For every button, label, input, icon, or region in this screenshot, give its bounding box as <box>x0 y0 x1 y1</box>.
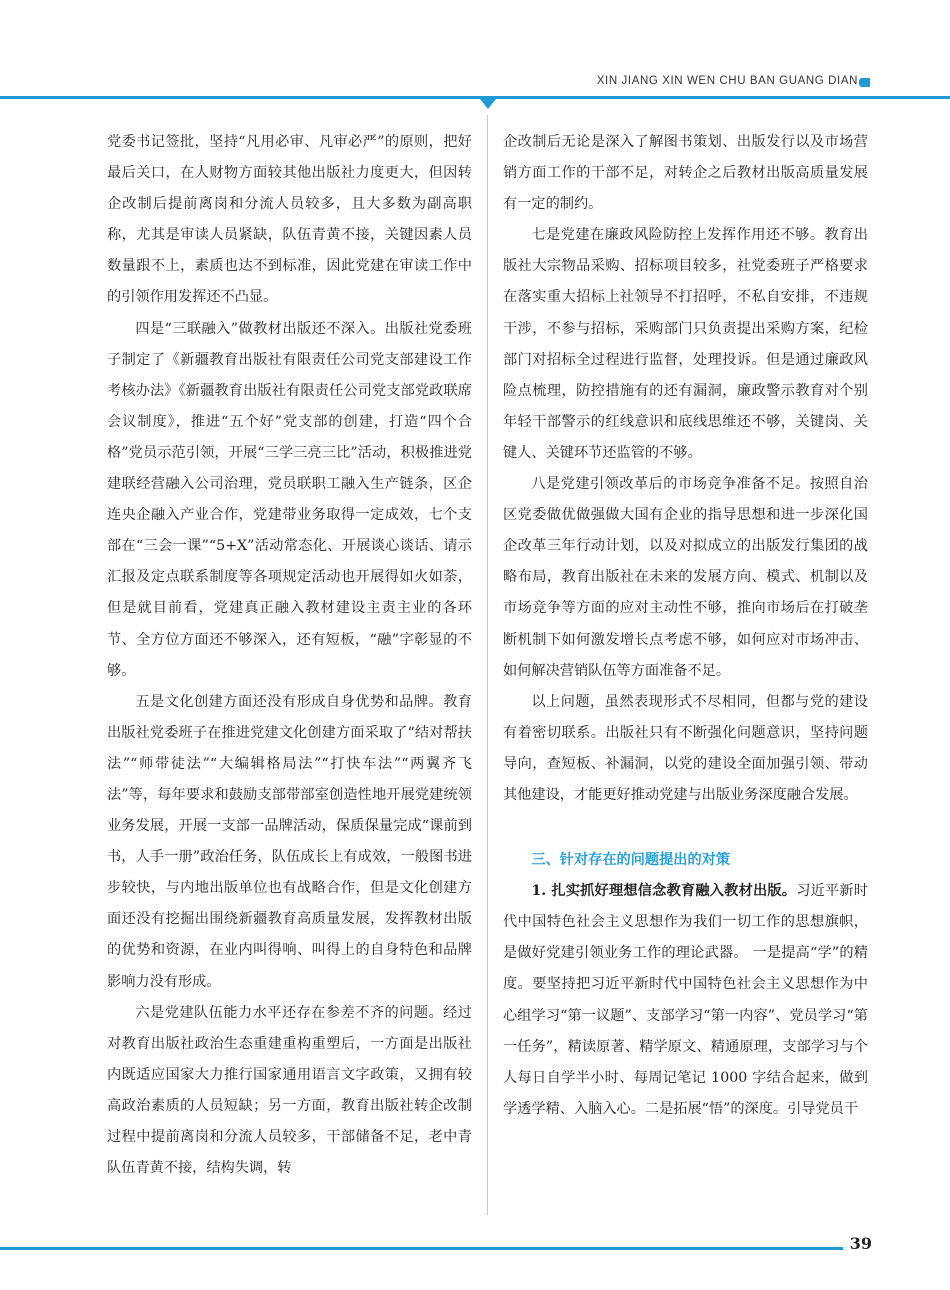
page-number: 39 <box>849 1234 872 1253</box>
paragraph <box>503 876 868 1125</box>
divider-notch <box>480 99 496 109</box>
paragraph: 四是“三联融入”做教材出版还不深入。出版社党委班子制定了《新疆教育出版社有限责任公司党支部建设工作考核办法》《新疆教育出版社有限责任公司党支部党政联席会议制度》，推进“五个好”党支部的创建，打造“四个合格”党员示范引领，开展“三学三亮三比”活动，积极推进党建联经营融入公司治理，党员联职工融入生产链条，区企连央企融入产业合作，党建带业务取得一定成效，七个支部在“三会一课”“5+X”活动常态化、开展谈心谈话、请示汇报及定点联系制度等各项规定活动也开展得如火如荼，但是就目前看，党建真正融入教材建设主责主业的各环节、全方位方面还不够深入，还有短板，“融”字彰显的不够。 <box>107 320 472 679</box>
paragraph: 企改制后无论是深入了解图书策划、出版发行以及市场营销方面工作的干部不足，对转企之后教材出版高质量发展有一定的制约。 <box>503 134 868 213</box>
left-column <box>107 127 472 1184</box>
paragraph: 五是文化创建方面还没有形成自身优势和品牌。教育出版社党委班子在推进党建文化创建方面采取了“结对帮扶法”“师带徒法”“大编辑格局法”“打快车法”“两翼齐飞法”等，每年要求和鼓励支部带部室创造性地开展党建统领业务发展，开展一支部一品牌活动，保质保量完成“课前到书，人手一册”政治任务，队伍成长上有成效，一般图书进步较快，与内地出版单位也有战略合作，但是文化创建方面还没有挖掘出围绕新疆教育高质量发展，发挥教材出版的优势和资源，在业内叫得响、叫得上的自身特色和品牌影响力没有形成。 <box>107 693 472 990</box>
lead-phrase: 1. 扎实抓好理想信念教育融入教材出版。 <box>531 883 797 900</box>
running-title: XIN JIANG XIN WEN CHU BAN GUANG DIAN <box>596 75 858 87</box>
paragraph: 六是党建队伍能力水平还存在参差不齐的问题。经过对教育出版社政治生态重建重构重塑后，一方面是出版社内既适应国家大力推行国家通用语言文字政策，又拥有较高政治素质的人员短缺；另一方面，教育出版社转企改制过程中提前离岗和分流人员较多，干部储备不足，老中青队伍青黄不接，结构失调，转 <box>107 1004 472 1177</box>
bottom-divider <box>0 1247 843 1250</box>
paragraph-body: 习近平新时代中国特色社会主义思想作为我们一切工作的思想旗帜，是做好党建引领业务工作的理论武器。 一是提高“学”的精度。要坚持把习近平新时代中国特色社会主义思想作为中心组学习“第一议题”、支部学习“第一内容”、党员学习“第一任务”，精读原著、精学原文、精通原理，支部学习与个人每日自学半小时、每周记笔记 1000 字结合起来，做到学透学精、入脑入心。二是拓展“悟”的深度。引导党员干 <box>503 883 868 1117</box>
header-tab-marker <box>859 78 870 87</box>
right-column <box>503 127 868 1125</box>
section-heading: 三、针对存在的问题提出的对策 <box>531 852 731 869</box>
paragraph: 以上问题，虽然表现形式不尽相同，但都与党的建设有着密切联系。出版社只有不断强化问题意识，坚持问题导向，查短板、补漏洞，以党的建设全面加强引领、带动其他建设，才能更好推动党建与出版业务深度融合发展。 <box>503 693 868 803</box>
top-divider <box>0 96 950 99</box>
column-divider <box>487 115 488 1215</box>
paragraph: 七是党建在廉政风险防控上发挥作用还不够。教育出版社大宗物品采购、招标项目较多，社党委班子严格要求在落实重大招标上社领导不打招呼，不私自安排，不违规干涉，不参与招标，采购部门只负责提出采购方案，纪检部门对招标全过程进行监督，处理投诉。但是通过廉政风险点梳理，防控措施有的还有漏洞，廉政警示教育对个别年轻干部警示的红线意识和底线思维还不够，关键岗、关键人、关键环节还监管的不够。 <box>503 227 868 461</box>
paragraph: 党委书记签批，坚持“凡用必审、凡审必严”的原则，把好最后关口，在人财物方面较其他出版社力度更大，但因转企改制后提前离岗和分流人员较多，且大多数为副高职称，尤其是审读人员紧缺，队伍青黄不接，关键因素人员数量跟不上，素质也达不到标准，因此党建在审读工作中的引领作用发挥还不凸显。 <box>107 134 472 306</box>
paragraph: 八是党建引领改革后的市场竞争准备不足。按照自治区党委做优做强做大国有企业的指导思想和进一步深化国企改革三年行动计划，以及对拟成立的出版发行集团的战略布局，教育出版社在未来的发展方向、模式、机制以及市场竞争等方面的应对主动性不够，推向市场后在打破垄断机制下如何激发增长点考虑不够，如何应对市场冲击、如何解决营销队伍等方面准备不足。 <box>503 476 868 679</box>
